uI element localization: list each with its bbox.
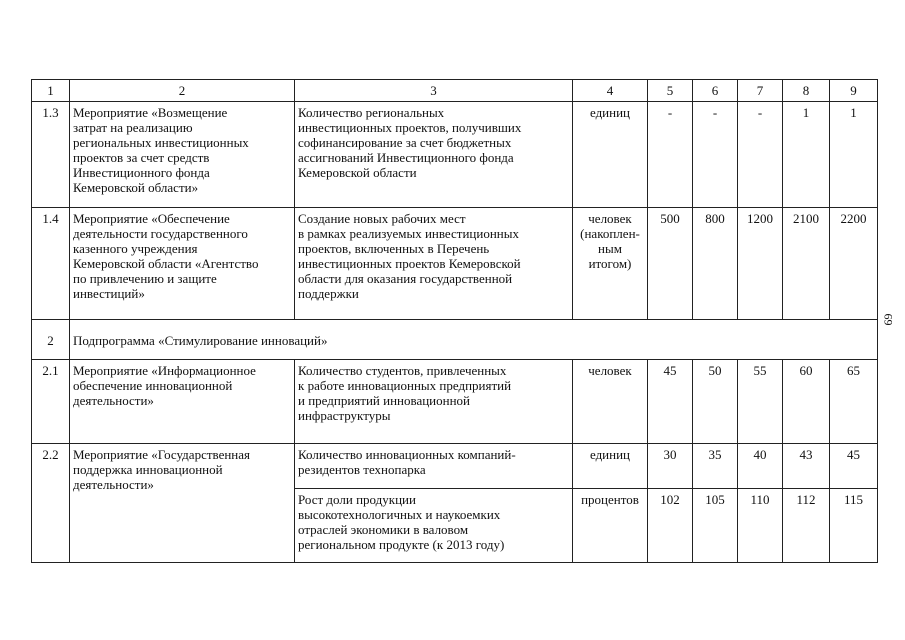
unit-cell: единиц [573, 444, 648, 489]
value-cell: 2200 [830, 208, 878, 320]
row-number: 1.3 [32, 102, 70, 208]
table-row [32, 102, 878, 208]
value-cell: 43 [783, 444, 830, 489]
section-title: Подпрограмма «Стимулирование инноваций» [70, 320, 878, 360]
value-cell: 45 [830, 444, 878, 489]
value-cell: 30 [648, 444, 693, 489]
header-cell: 9 [830, 80, 878, 102]
table-row [32, 444, 878, 489]
indicator-cell: Создание новых рабочих мест в рамках реализуемых инвестиционных проектов, включенных в Перечень инвестиционных проектов Кемеровской области для оказания государственной поддержки [295, 208, 573, 320]
event-cell: Мероприятие «Возмещение затрат на реализацию региональных инвестиционных проектов за счет средств Инвестиционного фонда Кемеровской области» [70, 102, 295, 208]
value-cell: 50 [693, 360, 738, 444]
value-cell: 115 [830, 489, 878, 563]
header-cell: 6 [693, 80, 738, 102]
value-cell: 35 [693, 444, 738, 489]
value-cell: - [693, 102, 738, 208]
value-cell: - [648, 102, 693, 208]
value-cell: 1 [783, 102, 830, 208]
value-cell: 1 [830, 102, 878, 208]
header-cell: 1 [32, 80, 70, 102]
section-number: 2 [32, 320, 70, 360]
table-row [32, 360, 878, 444]
header-cell: 3 [295, 80, 573, 102]
indicator-cell: Количество инновационных компаний- резидентов технопарка [295, 444, 573, 489]
unit-cell: процентов [573, 489, 648, 563]
header-row [32, 80, 878, 102]
value-cell: 60 [783, 360, 830, 444]
event-cell: Мероприятие «Информационное обеспечение инновационной деятельности» [70, 360, 295, 444]
value-cell: 112 [783, 489, 830, 563]
header-cell: 8 [783, 80, 830, 102]
value-cell: 1200 [738, 208, 783, 320]
row-number: 2.1 [32, 360, 70, 444]
value-cell: - [738, 102, 783, 208]
value-cell: 102 [648, 489, 693, 563]
value-cell: 110 [738, 489, 783, 563]
section-row [32, 320, 878, 360]
indicator-cell: Количество региональных инвестиционных проектов, получивших софинансирование за счет бюджетных ассигнований Инвестиционного фонда Кемеровской области [295, 102, 573, 208]
header-cell: 4 [573, 80, 648, 102]
value-cell: 2100 [783, 208, 830, 320]
header-cell: 2 [70, 80, 295, 102]
header-cell: 5 [648, 80, 693, 102]
unit-cell: единиц [573, 102, 648, 208]
event-cell: Мероприятие «Обеспечение деятельности государственного казенного учреждения Кемеровской области «Агентство по привлечению и защите инвестиций» [70, 208, 295, 320]
indicator-cell: Количество студентов, привлеченных к работе инновационных предприятий и предприятий инновационной инфраструктуры [295, 360, 573, 444]
event-cell: Мероприятие «Государственная поддержка инновационной деятельности» [70, 444, 295, 563]
table-row [32, 208, 878, 320]
value-cell: 65 [830, 360, 878, 444]
page-number: 69 [881, 313, 896, 326]
value-cell: 40 [738, 444, 783, 489]
header-cell: 7 [738, 80, 783, 102]
value-cell: 800 [693, 208, 738, 320]
unit-cell: человек [573, 360, 648, 444]
value-cell: 55 [738, 360, 783, 444]
value-cell: 500 [648, 208, 693, 320]
value-cell: 105 [693, 489, 738, 563]
unit-cell: человек (накоплен- ным итогом) [573, 208, 648, 320]
value-cell: 45 [648, 360, 693, 444]
row-number: 2.2 [32, 444, 70, 563]
indicators-table [31, 79, 878, 563]
row-number: 1.4 [32, 208, 70, 320]
indicator-cell: Рост доли продукции высокотехнологичных и наукоемких отраслей экономики в валовом региональном продукте (к 2013 году) [295, 489, 573, 563]
